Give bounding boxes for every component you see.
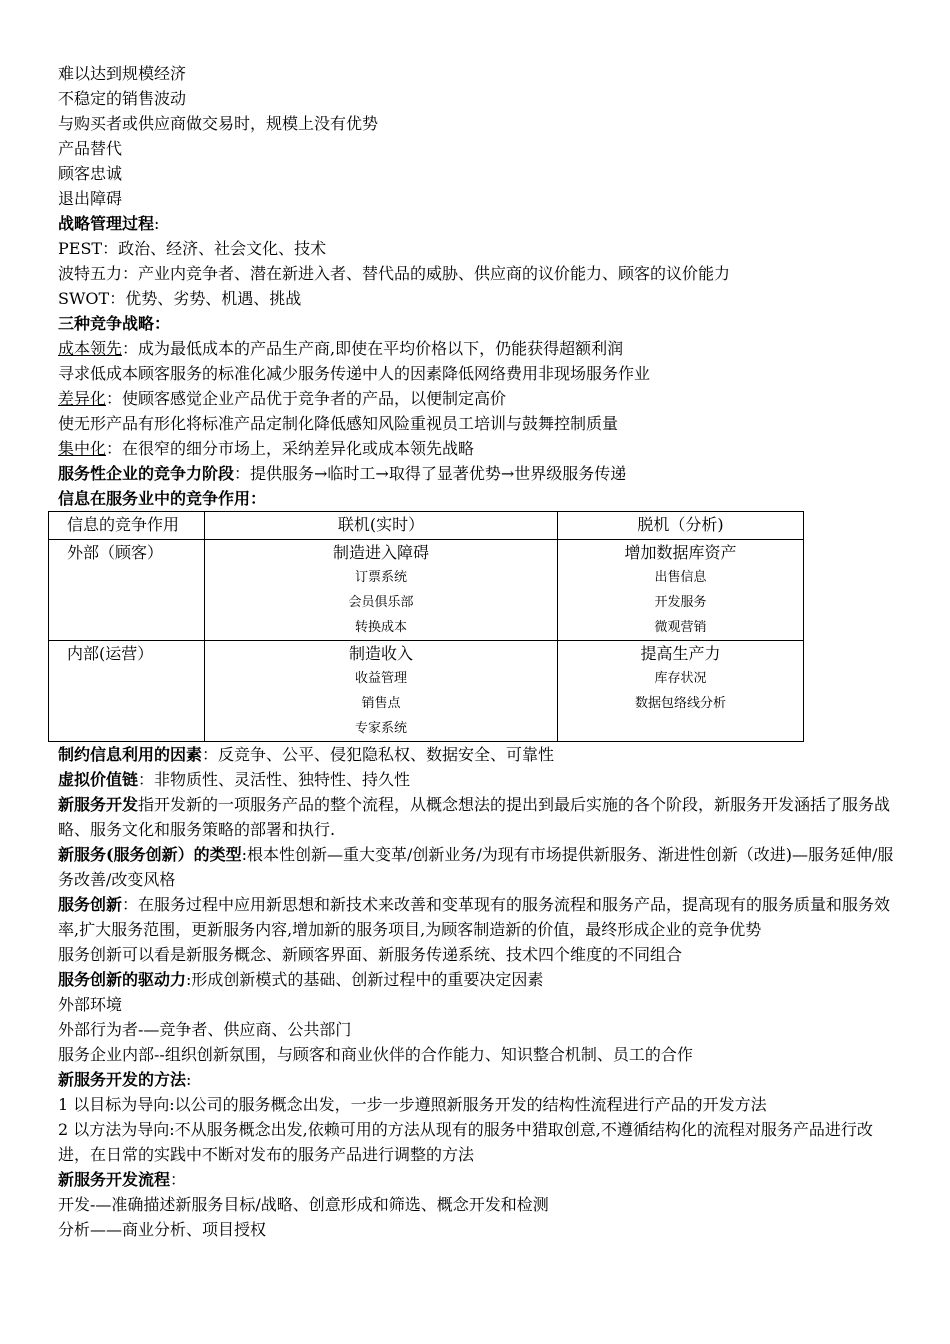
text-line: 顾客忠诚: [58, 164, 123, 183]
heading-body: ：反竞争、公平、侵犯隐私权、数据安全、可靠性: [202, 745, 555, 764]
text-line: 退出障碍: [58, 189, 123, 208]
cell-item: 收益管理: [354, 671, 407, 686]
heading-text: 服务创新: [58, 895, 123, 914]
table-header-cell: 脱机（分析): [558, 512, 804, 540]
driver-item: 服务企业内部--组织创新氛围，与顾客和商业伙伴的合作能力、知识整合机制、员工的合作: [58, 1045, 693, 1064]
pest-line: PEST：政治、经济、社会文化、技术: [58, 239, 327, 258]
cell-item: 出售信息: [654, 570, 707, 585]
document-page: [58, 61, 898, 1242]
porter-line: 波特五力：产业内竞争者、潜在新进入者、替代品的威胁、供应商的议价能力、顾客的议价能力: [58, 264, 731, 283]
cost-detail-line: 寻求低成本顾客服务的标准化减少服务传递中人的因素降低网络费用非现场服务作业: [58, 364, 651, 383]
table-header-cell: 联机(实时）: [205, 512, 558, 540]
section-heading-strategy-process: [58, 211, 898, 236]
section-heading-info-role: [58, 486, 898, 511]
cell-item: 转换成本: [354, 620, 407, 635]
heading-text: 战略管理过程: [58, 214, 155, 233]
innovation-paragraph: [58, 892, 898, 942]
differentiation-line: [58, 386, 898, 411]
heading-text: 虚拟价值链: [58, 770, 139, 789]
heading-text: 新服务开发的方法: [58, 1070, 187, 1089]
text-line: 不稳定的销售波动: [58, 89, 187, 108]
heading-text: 新服务开发: [58, 795, 139, 814]
heading-body: ：非物质性、灵活性、独特性、持久性: [138, 770, 411, 789]
cell-item: 开发服务: [654, 595, 707, 610]
heading-colon: ：: [250, 489, 267, 508]
cell-main: 提高生产力: [640, 644, 721, 663]
method-item: 1 以目标为导向:以公司的服务概念出发，一步一步遵照新服务开发的结构性流程进行产品的开发方法: [58, 1095, 767, 1114]
differentiation-detail-line: 使无形产品有形化将标准产品定制化降低感知风险重视员工培训与鼓舞控制质量: [58, 414, 619, 433]
table-row: [49, 540, 804, 641]
text-line: 与购买者或供应商做交易时，规模上没有优势: [58, 114, 379, 133]
constraints-line: [58, 742, 898, 767]
nsd-paragraph: [58, 792, 898, 842]
heading-colon: :: [154, 214, 160, 233]
heading-colon: :: [186, 1070, 192, 1089]
cell-item: 会员俱乐部: [348, 595, 414, 610]
virtual-chain-line: [58, 767, 898, 792]
heading-colon: ：: [170, 1170, 187, 1189]
term-label: 成本领先: [58, 339, 123, 358]
heading-text: 服务创新的驱动力: [58, 970, 187, 989]
method-item: 2 以方法为导向:不从服务概念出发,依赖可用的方法从现有的服务中猎取创意,不遵循结构化的流程对服务产品进行改进，在日常的实践中不断对发布的服务产品进行调整的方法: [58, 1120, 873, 1164]
heading-body: 指开发新的一项服务产品的整个流程，从概念想法的提出到最后实施的各个阶段，新服务开发涵括了服务战略、服务文化和服务策略的部署和执行.: [58, 795, 891, 839]
types-paragraph: [58, 842, 898, 892]
term-text: ：成为最低成本的产品生产商,即使在平均价格以下，仍能获得超额利润: [122, 339, 624, 358]
cell-item: 数据包络线分析: [634, 696, 726, 711]
heading-text: 信息在服务业中的竞争作用: [58, 489, 251, 508]
heading-body: :形成创新模式的基础、创新过程中的重要决定因素: [186, 970, 544, 989]
section-heading-process: [58, 1167, 898, 1192]
driver-item: 外部环境: [58, 995, 123, 1014]
term-label: 集中化: [58, 439, 107, 458]
table-row: [49, 641, 804, 742]
focus-line: [58, 436, 898, 461]
cost-leadership-line: [58, 336, 898, 361]
text-line: 难以达到规模经济: [58, 64, 187, 83]
info-competition-table: [48, 511, 804, 742]
table-header-row: [49, 512, 804, 540]
text-line: 产品替代: [58, 139, 123, 158]
cell-item: 库存状况: [654, 671, 707, 686]
heading-text: 新服务(服务创新）的类型: [58, 845, 242, 864]
table-header-cell: 信息的竞争作用: [49, 512, 205, 540]
heading-text: 制约信息利用的因素: [58, 745, 203, 764]
cell-main: 制造收入: [348, 644, 413, 663]
cell-item: 订票系统: [354, 570, 407, 585]
process-item: 开发-—准确描述新服务目标/战略、创意形成和筛选、概念开发和检测: [58, 1195, 549, 1214]
heading-body: ：提供服务→临时工→取得了显著优势→世界级服务传递: [234, 464, 627, 483]
process-item: 分析——商业分析、项目授权: [58, 1220, 267, 1239]
stages-line: [58, 461, 898, 486]
term-label: 差异化: [58, 389, 107, 408]
driver-item: 外部行为者-—竞争者、供应商、公共部门: [58, 1020, 352, 1039]
term-text: ：使顾客感觉企业产品优于竞争者的产品，以便制定高价: [106, 389, 507, 408]
heading-text: 服务性企业的竞争力阶段: [58, 464, 235, 483]
section-heading-three-strategies: 三种竞争战略：: [58, 314, 171, 333]
innovation-dimensions-line: 服务创新可以看是新服务概念、新顾客界面、新服务传递系统、技术四个维度的不同组合: [58, 945, 683, 964]
cell-item: 微观营销: [654, 620, 707, 635]
row-label: 外部（顾客）: [67, 543, 164, 562]
term-text: ：在很窄的细分市场上，采纳差异化或成本领先战略: [106, 439, 475, 458]
section-heading-methods: [58, 1067, 898, 1092]
swot-line: SWOT：优势、劣势、机遇、挑战: [58, 289, 302, 308]
cell-item: 销售点: [361, 696, 401, 711]
drivers-line: [58, 967, 898, 992]
cell-main: 增加数据库资产: [624, 543, 737, 562]
heading-body: ：在服务过程中应用新思想和新技术来改善和变革现有的服务流程和服务产品，提高现有的服务质量和服务效率,扩大服务范围，更新服务内容,增加新的服务项目,为顾客制造新的价值，最终形成企业的竞争优势: [58, 895, 891, 939]
cell-item: 专家系统: [354, 721, 407, 736]
heading-text: 新服务开发流程: [58, 1170, 171, 1189]
row-label: 内部(运营）: [67, 644, 154, 663]
heading-body: :根本性创新—重大变革/创新业务/为现有市场提供新服务、渐进性创新（改进)—服务延伸/服务改善/改变风格: [58, 845, 894, 889]
cell-main: 制造进入障碍: [332, 543, 429, 562]
